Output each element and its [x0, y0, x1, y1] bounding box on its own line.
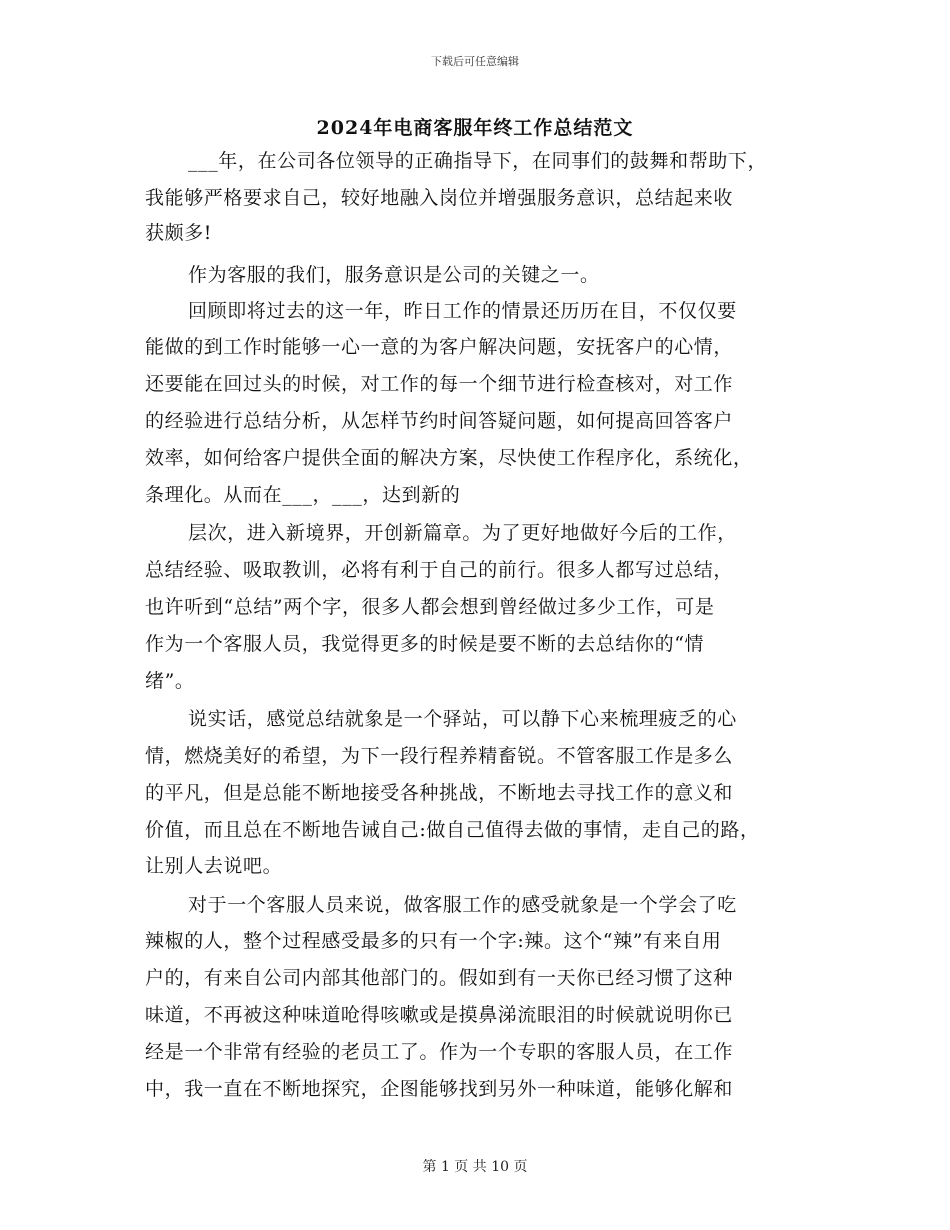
body-line: 味道，不再被这种味道呛得咳嗽或是摸鼻涕流眼泪的时候就说明你已 [145, 1004, 734, 1026]
body-line: 能做的到工作时能够一心一意的为客户解决问题，安抚客户的心情， [145, 336, 734, 358]
body-line: 的经验进行总结分析，从怎样节约时间答疑问题，如何提高回答客户 [145, 410, 734, 432]
body-line: 对于一个客服人员来说，做客服工作的感受就象是一个学会了吃 [188, 894, 737, 916]
body-line: 情，燃烧美好的希望，为下一段行程养精畜锐。不管客服工作是多么 [145, 745, 734, 767]
body-line: 层次，进入新境界，开创新篇章。为了更好地做好今后的工作， [188, 522, 737, 544]
body-line: 获颇多! [145, 222, 213, 244]
document-title: 2024年电商客服年终工作总结范文 [316, 117, 634, 139]
body-line: 经是一个非常有经验的老员工了。作为一个专职的客服人员，在工作 [145, 1041, 734, 1063]
body-line: 的平凡，但是总能不断地接受各种挑战，不断地去寻找工作的意义和 [145, 782, 734, 804]
body-line: 辣椒的人，整个过程感受最多的只有一个字:辣。这个“辣”有来自用 [145, 930, 722, 952]
body-line: 户的，有来自公司内部其他部门的。假如到有一天你已经习惯了这种 [145, 967, 734, 989]
page-footer: 第 1 页 共 10 页 [422, 1159, 528, 1175]
body-line: 我能够严格要求自己，较好地融入岗位并增强服务意识，总结起来收 [145, 187, 734, 209]
body-line: 还要能在回过头的时候，对工作的每一个细节进行检查核对，对工作 [145, 373, 734, 395]
body-line: 让别人去说吧。 [145, 855, 283, 877]
body-line: 总结经验、吸取教训，必将有利于自己的前行。很多人都写过总结， [145, 559, 734, 581]
body-line: 作为一个客服人员，我觉得更多的时候是要不断的去总结你的“情 [145, 633, 705, 655]
body-line: 回顾即将过去的这一年，昨日工作的情景还历历在目，不仅仅要 [188, 300, 737, 322]
body-line: 价值，而且总在不断地告诫自己:做自己值得去做的事情，走自己的路， [145, 819, 760, 841]
body-line: 作为客服的我们，服务意识是公司的关键之一。 [188, 264, 600, 286]
body-line: 条理化。从而在___，___，达到新的 [145, 484, 461, 506]
body-line: 也许听到“总结”两个字，很多人都会想到曾经做过多少工作，可是 [145, 596, 715, 618]
body-line: 效率，如何给客户提供全面的解决方案，尽快使工作程序化，系统化， [145, 447, 753, 469]
body-line: 绪”。 [145, 670, 195, 692]
body-line: 说实话，感觉总结就象是一个驿站，可以静下心来梳理疲乏的心 [188, 708, 737, 730]
header-note: 下载后可任意编辑 [431, 55, 519, 68]
body-line: 中，我一直在不断地探究，企图能够找到另外一种味道，能够化解和 [145, 1078, 734, 1100]
body-line: ___年，在公司各位领导的正确指导下，在同事们的鼓舞和帮助下， [188, 150, 768, 172]
